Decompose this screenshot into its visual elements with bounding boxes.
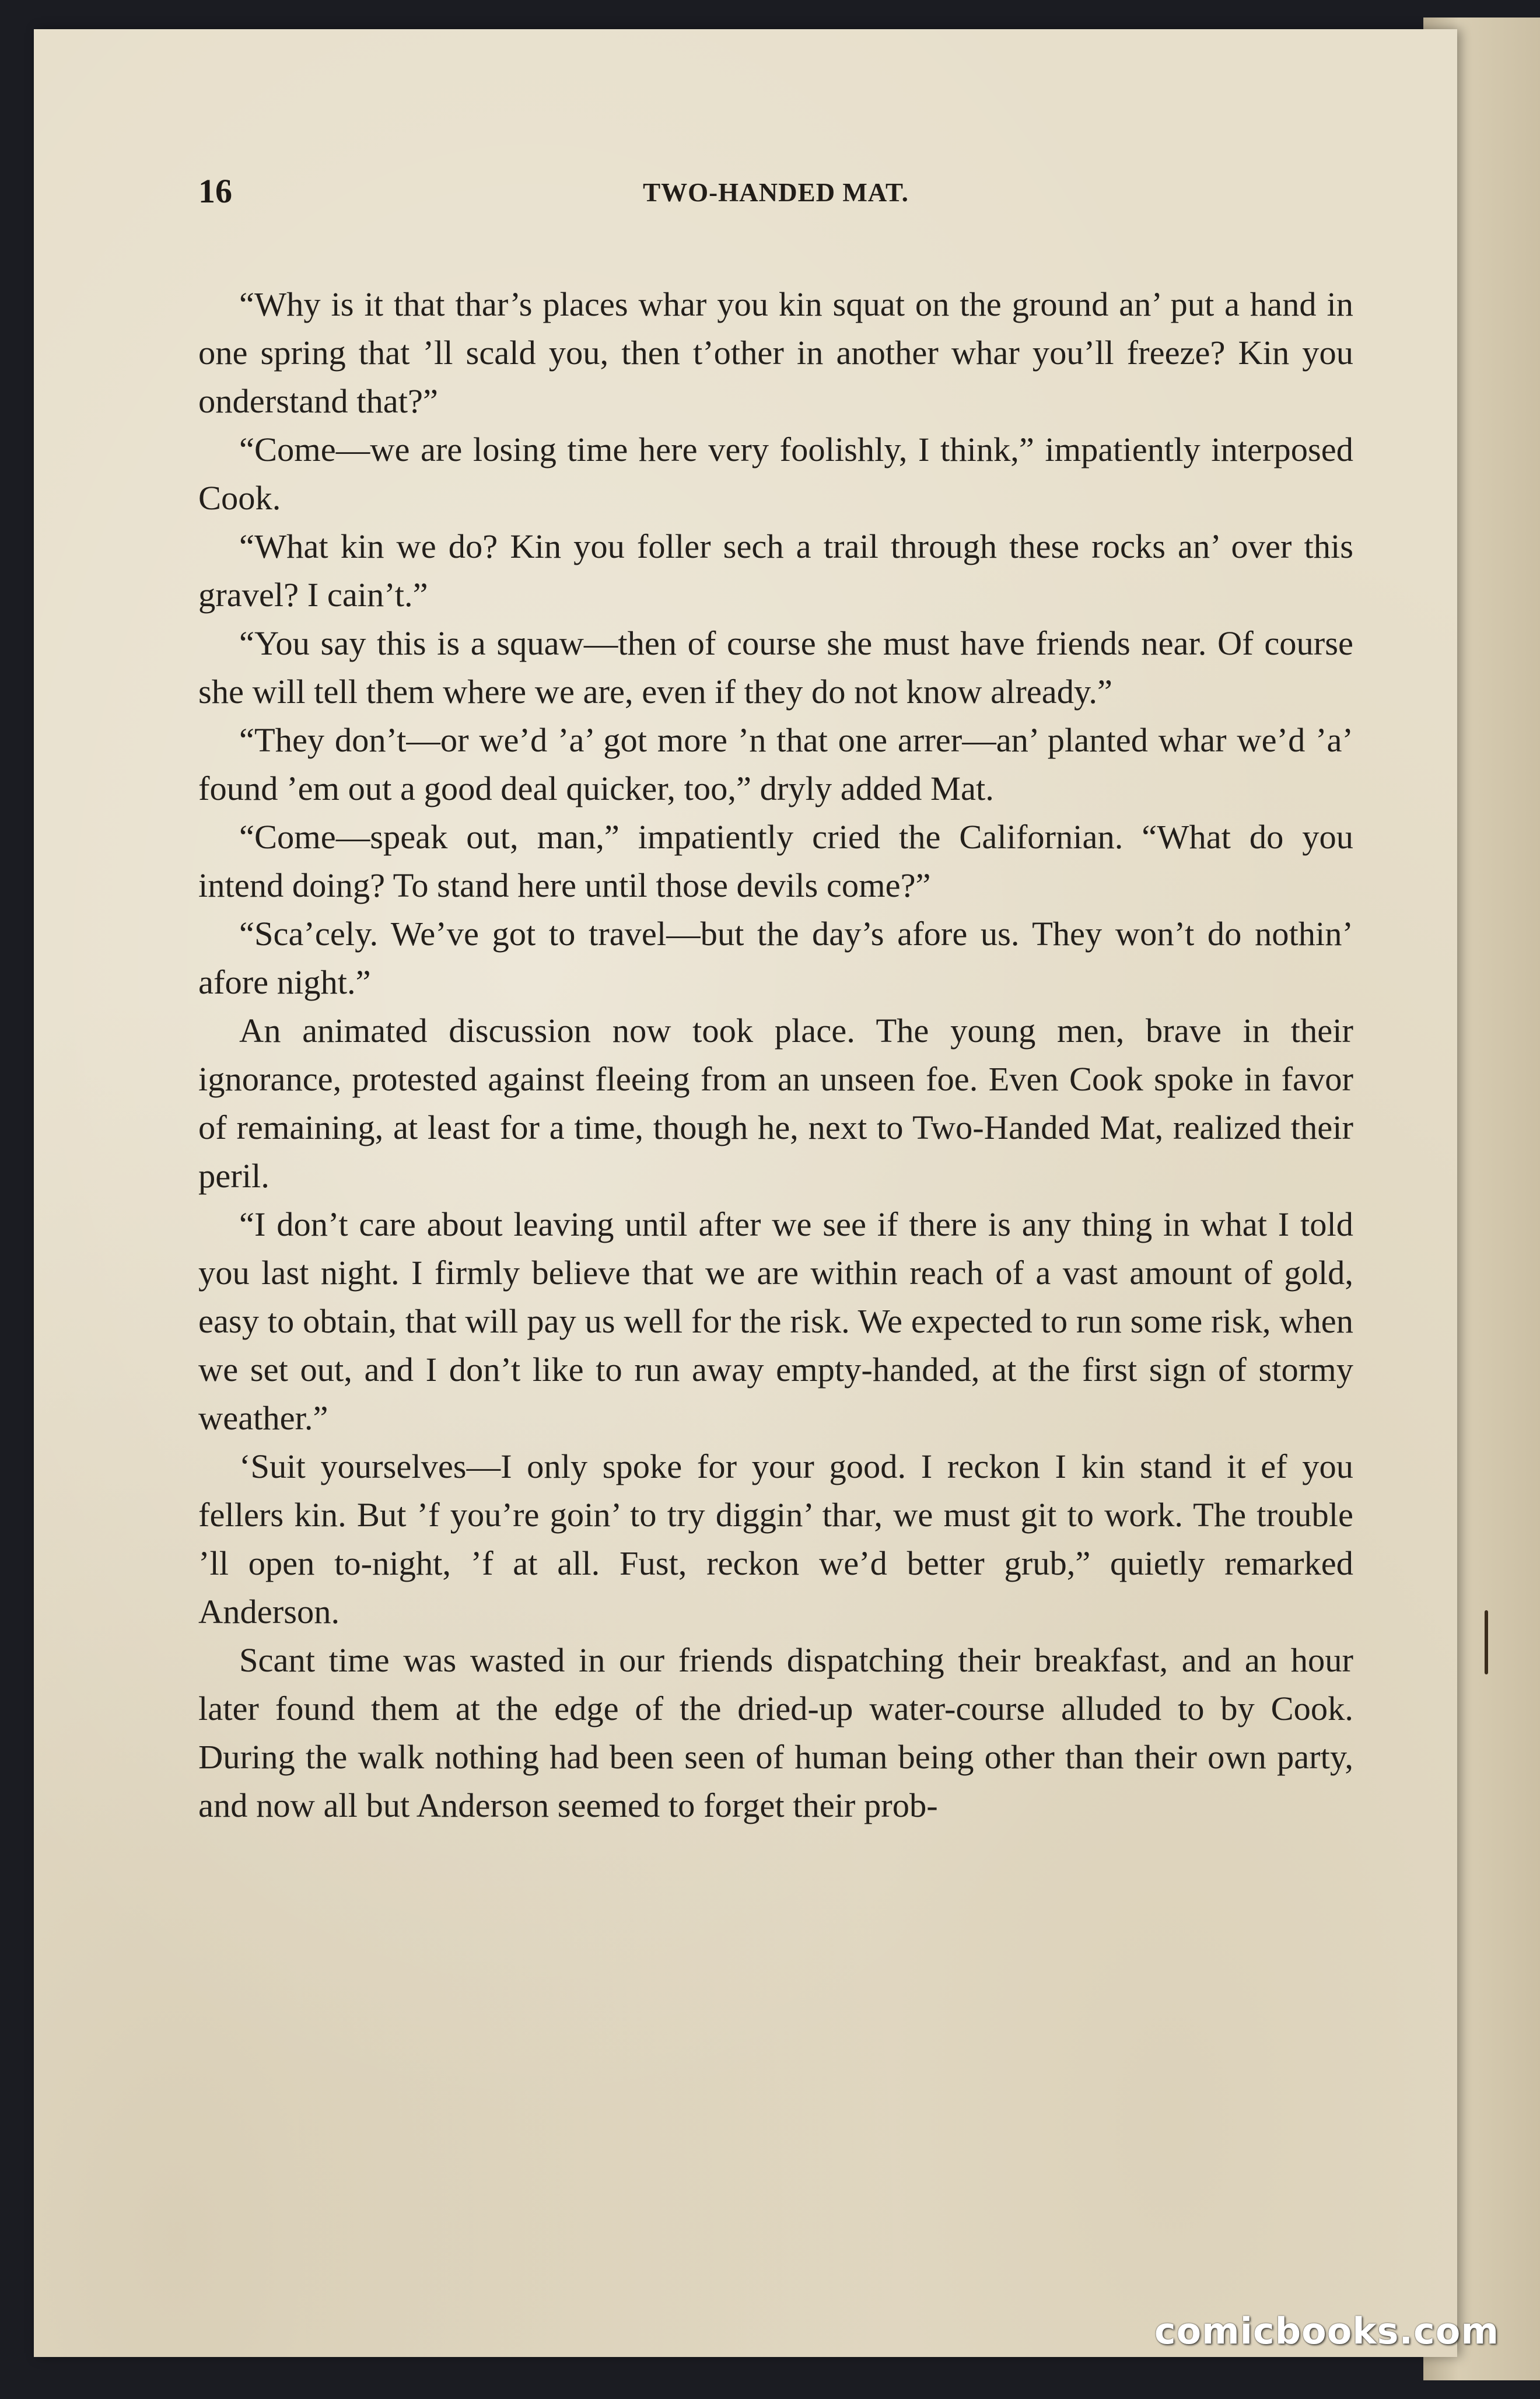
paragraph: ‘Suit yourselves—I only spoke for your good. I reckon I kin stand it ef you fellers kin. But ’f you’re goin’ to try diggin’ thar, we must git to work. The trouble ’ll open to-night, ’f at all. Fust, reckon we’d better grub,” quietly remarked Anderson. [198,1447,1353,1631]
page-number: 16 [198,172,232,210]
running-title: TWO-HANDED MAT. [643,178,909,207]
paragraph: “Why is it that thar’s places whar you kin squat on the ground an’ put a hand in one spring that ’ll scald you, then t’other in another whar you’ll freeze? Kin you onderstand that?” [198,285,1353,420]
paragraph: Scant time was wasted in our friends dispatching their breakfast, and an hour later found them at the edge of the dried-up water-course alluded to by Cook. During the walk nothing had been seen of human being other than their own party, and now all but Anderson seemed to forget their prob- [198,1641,1353,1824]
page-edge-tear [1485,1610,1488,1674]
paragraph: “They don’t—or we’d ’a’ got more ’n that one arrer—an’ planted whar we’d ’a’ found ’em out a good deal quicker, too,” dryly added Mat. [198,721,1353,807]
body-text [198,280,1353,1830]
paragraph: “I don’t care about leaving until after we see if there is any thing in what I told you last night. I firmly believe that we are within reach of a vast amount of gold, easy to obtain, that will pay us well for the risk. We expected to run some risk, when we set out, and I don’t like to run away empty-handed, at the first sign of stormy weather.” [198,1205,1353,1437]
paragraph: “Sca’cely. We’ve got to travel—but the day’s afore us. They won’t do nothin’ afore night.” [198,915,1353,1001]
paragraph: “You say this is a squaw—then of course she must have friends near. Of course she will tell them where we are, even if they do not know already.” [198,624,1353,711]
paragraph: “Come—we are losing time here very foolishly, I think,” impatiently interposed Cook. [198,431,1353,517]
watermark-logo: comicbooks.com [1154,2310,1499,2352]
book-page [34,29,1457,2357]
page-header [198,172,1353,230]
paragraph: An animated discussion now took place. The young men, brave in their ignorance, protested against fleeing from an unseen foe. Even Cook spoke in favor of remaining, at least for a time, though he, next to Two-Handed Mat, realized their peril. [198,1012,1353,1195]
paragraph: “Come—speak out, man,” impatiently cried the Californian. “What do you intend doing? To stand here until those devils come?” [198,818,1353,904]
paragraph: “What kin we do? Kin you foller sech a trail through these rocks an’ over this gravel? I cain’t.” [198,527,1353,614]
